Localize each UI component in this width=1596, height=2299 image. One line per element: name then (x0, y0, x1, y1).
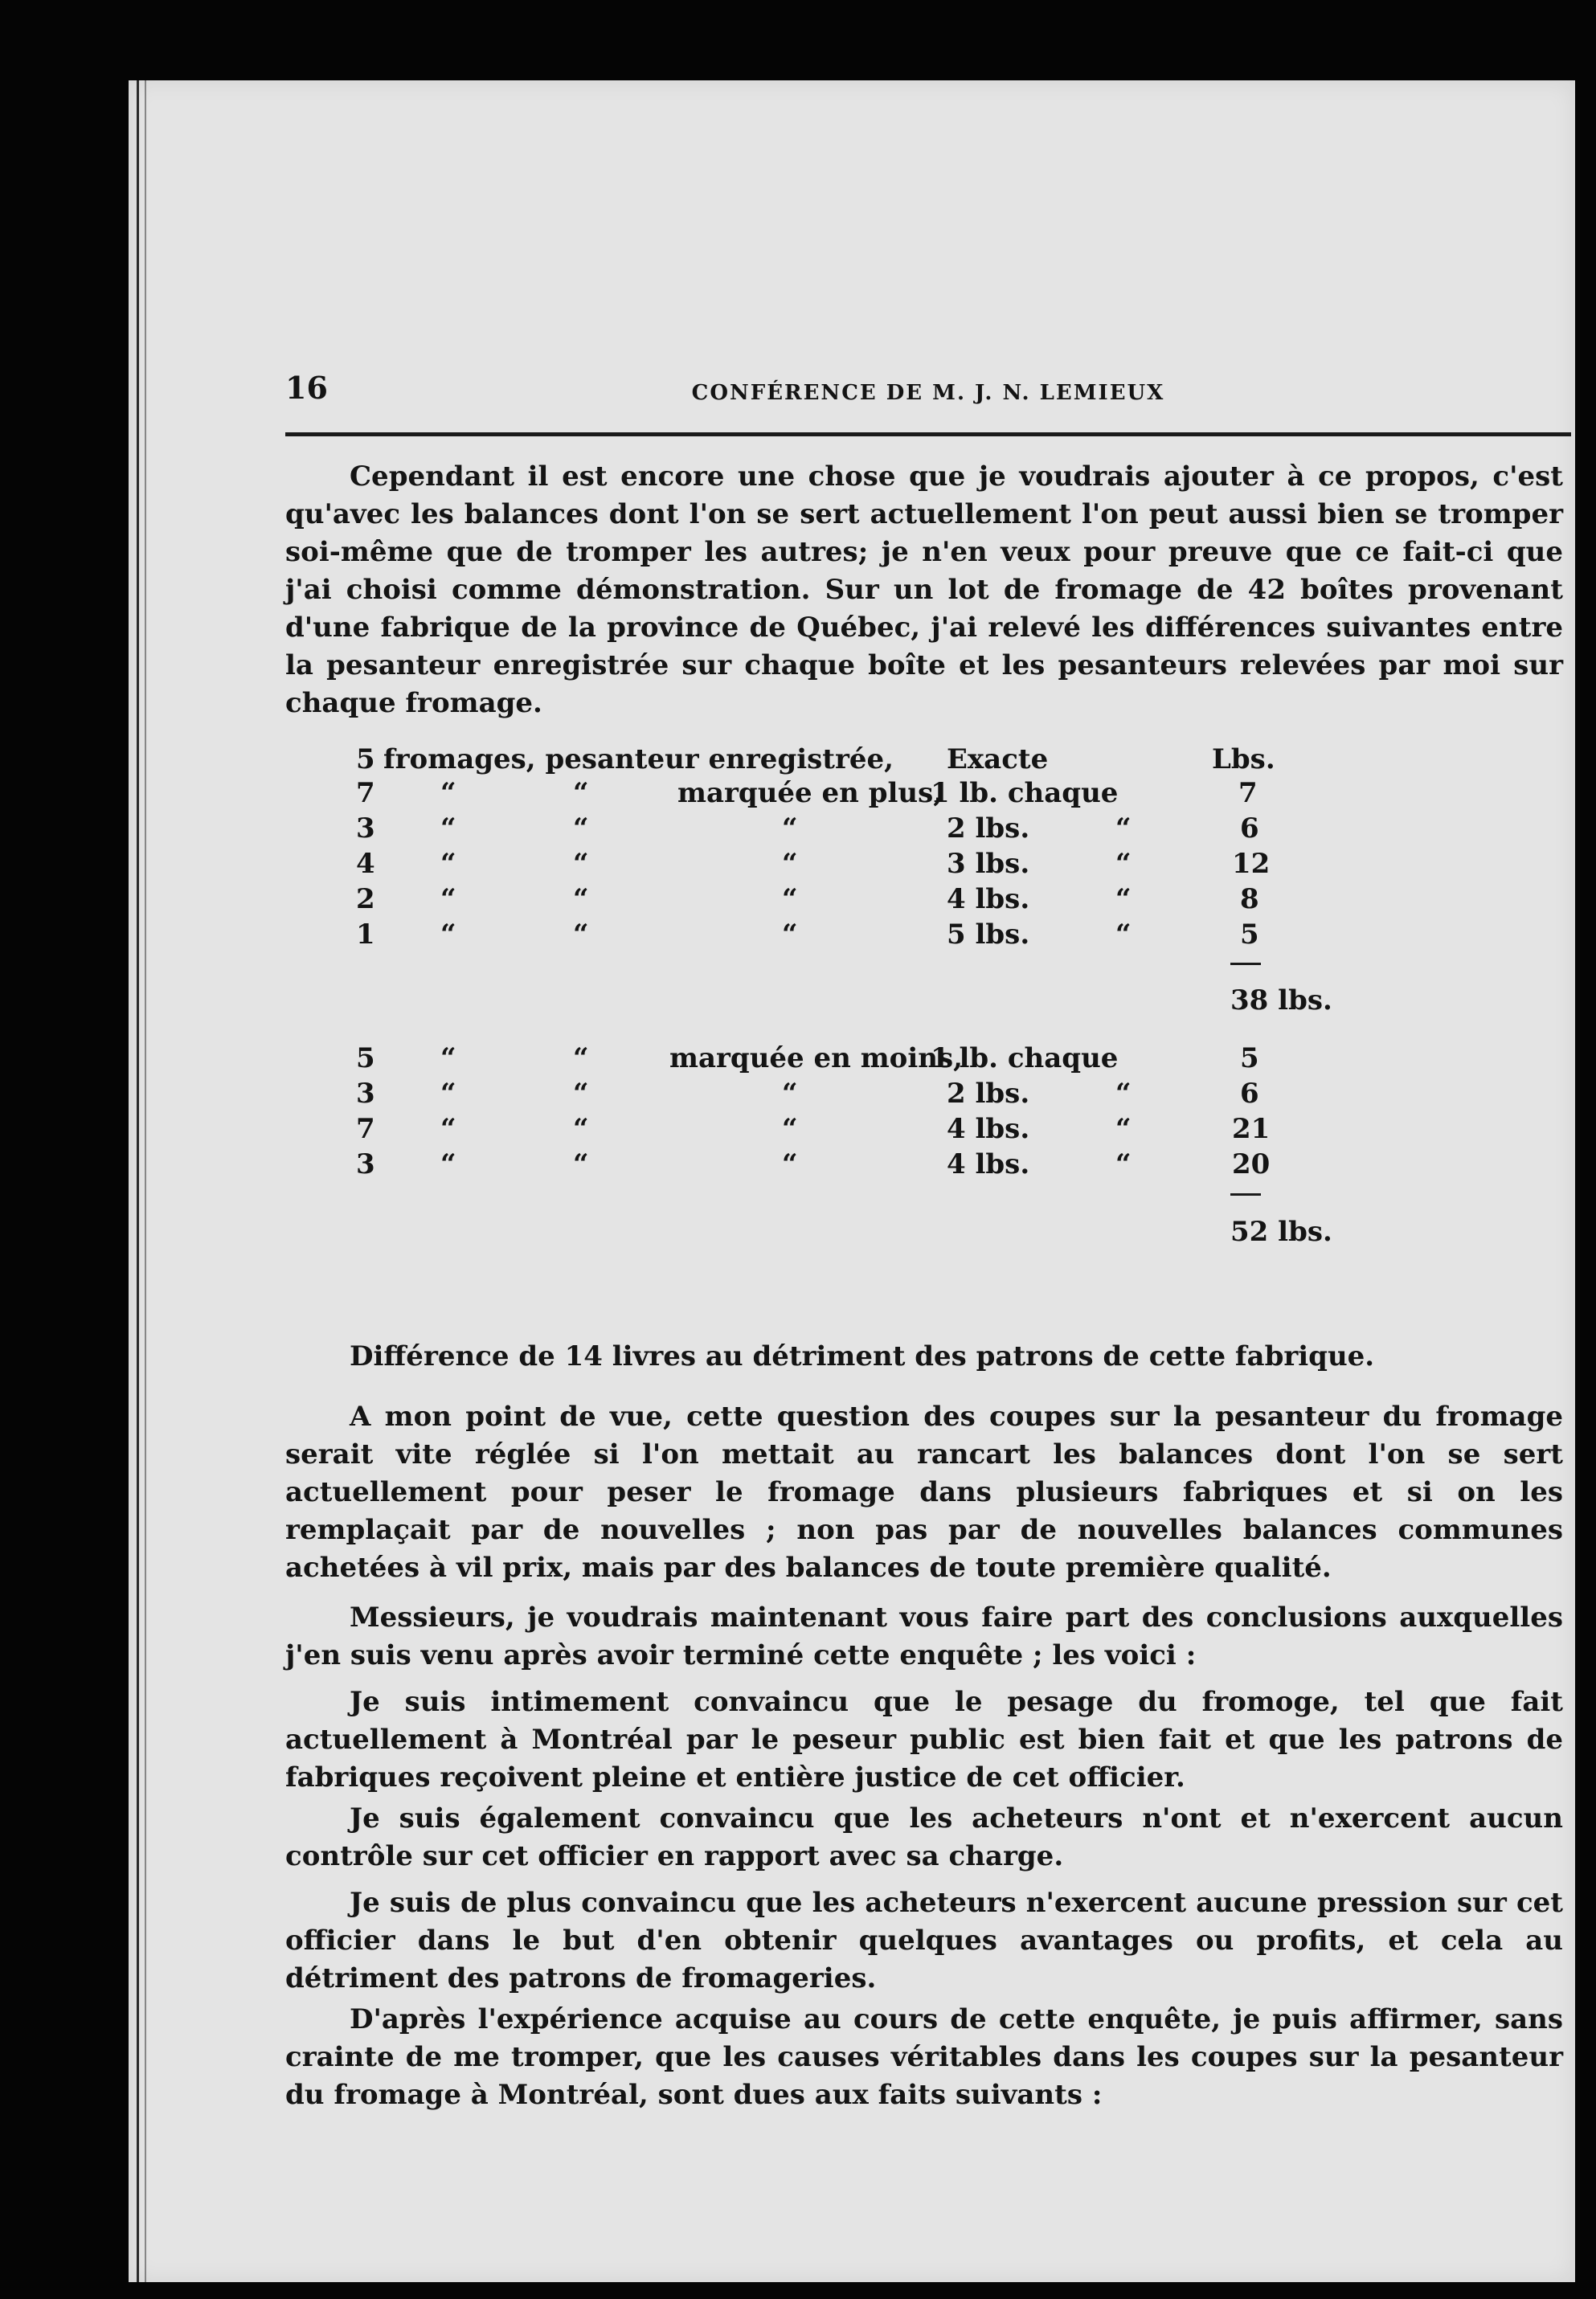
table-header-row (356, 743, 1561, 779)
header-exacte: Exacte (947, 743, 1049, 775)
table-row: 4 “ “ “ 3 lbs. “ 12 (356, 848, 1271, 880)
header-label: fromages, pesanteur enregistrée, (383, 743, 894, 775)
table-row: 1 “ “ “ 5 lbs. “ 5 (356, 918, 1259, 951)
paragraph-messieurs: Messieurs, je voudrais maintenant vous faire part des conclusions auxquelles j'en suis venu après avoir terminé cette enquête ; les voici : (285, 1602, 1563, 1671)
sum-plus: 38 lbs. (1230, 984, 1332, 1017)
header-lbs: Lbs. (1212, 743, 1275, 775)
table-row: 7 “ “ “ 4 lbs. “ 21 (356, 1113, 1271, 1145)
table-row: 7 “ “ marquée en plus, 1 lb. chaque 7 (356, 777, 1258, 809)
page-sheet (129, 80, 1575, 2282)
paragraph-experience: D'après l'expérience acquise au cours de cette enquête, je puis affirmer, sans crainte de me tromper, que les causes véritables dans les coupes sur la pesanteur du fromage à Montréal, sont dues aux faits suivants : (285, 2003, 1563, 2111)
table-sum-row (356, 984, 1561, 1020)
page-header (285, 370, 1571, 418)
running-title: CONFÉRENCE DE M. J. N. LEMIEUX (691, 381, 1165, 405)
sum-rule-plus (1230, 963, 1261, 965)
header-count: 5 (356, 743, 375, 775)
paragraph-conviction-1: Je suis intimement convaincu que le pesage du fromoge, tel que fait actuellement à Montréal par le peseur public est bien fait et que les patrons de fabriques reçoivent pleine et entière justice de cet officier. (285, 1686, 1563, 1794)
table-sum-row (356, 1216, 1561, 1251)
paragraph-conviction-3: Je suis de plus convaincu que les acheteurs n'exercent aucune pression sur cet officier dans le but d'en obtenir quelques avantages ou profits, et cela au détriment des patrons de fromageries. (285, 1887, 1563, 1994)
paragraph-view: A mon point de vue, cette question des coupes sur la pesanteur du fromage serait vite réglée si l'on mettait au rancart les balances dont l'on se sert actuellement pour peser le fromage dans plusieurs fabriques et si on les remplaçait par de nouvelles ; non pas par de nouvelles balances communes achetées à vil prix, mais par des balances de toute première qualité. (285, 1401, 1563, 1584)
table-row: 3 “ “ “ 2 lbs. “ 6 (356, 812, 1259, 845)
table-row: 3 “ “ “ 4 lbs. “ 20 (356, 1148, 1271, 1180)
header-rule (285, 432, 1571, 436)
scan-edge-left (137, 80, 139, 2282)
paragraph-difference: Différence de 14 livres au détriment des patrons de cette fabrique. (350, 1340, 1375, 1372)
table-row: 2 “ “ “ 4 lbs. “ 8 (356, 883, 1259, 915)
scan-edge-left-inner (145, 80, 146, 2282)
paragraph-conviction-2: Je suis également convaincu que les acheteurs n'ont et n'exercent aucun contrôle sur cet officier en rapport avec sa charge. (285, 1802, 1563, 1872)
sum-moins: 52 lbs. (1230, 1216, 1332, 1248)
page-number: 16 (285, 370, 328, 406)
paragraph-intro: Cependant il est encore une chose que je voudrais ajouter à ce propos, c'est qu'avec les balances dont l'on se sert actuellement l'on peut aussi bien se tromper soi-même que de tromper les autres; je n'en veux pour preuve que ce fait-ci que j'ai choisi comme démonstration. Sur un lot de fromage de 42 boîtes provenant d'une fabrique de la province de Québec, j'ai relevé les différences suivantes entre la pesanteur enregistrée sur chaque boîte et les pesanteurs relevées par moi sur chaque fromage. (285, 460, 1563, 719)
table-row: 3 “ “ “ 2 lbs. “ 6 (356, 1078, 1259, 1110)
sum-rule-moins (1230, 1193, 1261, 1196)
table-row: 5 “ “ marquée en moins, 1 lb. chaque 5 (356, 1042, 1259, 1074)
